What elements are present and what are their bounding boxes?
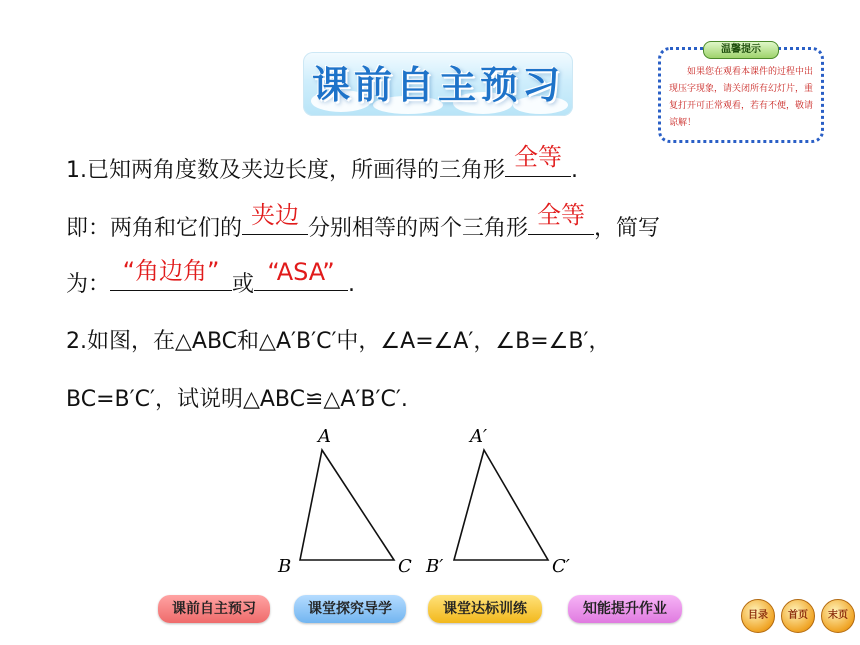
answer-text: 夹边 — [251, 201, 300, 229]
q1-line2: 即：两角和它们的 夹边 分别相等的两个三角形 全等 ，简写 — [66, 210, 660, 242]
last-page-button[interactable]: 末页 — [821, 599, 855, 633]
label-b-prime: B′ — [426, 556, 444, 577]
nav-preview-button[interactable]: 课前自主预习 — [158, 595, 270, 623]
triangle-abc — [300, 450, 394, 560]
q2-line1: 2.如图，在△ABC和△A′B′C′中，∠A=∠A′，∠B=∠B′， — [66, 329, 611, 354]
contents-button[interactable]: 目录 — [741, 599, 775, 633]
label-c-prime: C′ — [552, 556, 570, 577]
nav-homework-button[interactable]: 知能提升作业 — [568, 595, 682, 623]
nav-practice-button[interactable]: 课堂达标训练 — [428, 595, 542, 623]
q2-line2: BC=B′C′，试说明△ABC≌△A′B′C′. — [66, 387, 408, 412]
label-c: C — [398, 556, 412, 577]
answer-text: “角边角” — [122, 257, 220, 285]
answer-text: “ASA” — [267, 258, 335, 286]
answer-blank — [505, 143, 571, 177]
answer-blank — [110, 257, 232, 291]
first-page-button[interactable]: 首页 — [781, 599, 815, 633]
triangle-a-b-c-prime — [454, 450, 548, 560]
answer-blank — [254, 258, 348, 291]
triangles-figure — [270, 420, 590, 580]
nav-explore-button[interactable]: 课堂探究导学 — [294, 595, 406, 623]
q1-line3: 为： “角边角” 或 “ASA” . — [66, 266, 355, 298]
title-banner — [303, 52, 573, 116]
q1-line1: 1.已知两角度数及夹边长度，所画得的三角形 全等 . — [66, 152, 578, 184]
answer-text: 全等 — [537, 201, 586, 229]
tip-text: 如果您在观看本课件的过程中出现压字现象，请关闭所有幻灯片，重复打开可正常观看，若有不便，敬请谅解！ — [669, 67, 814, 128]
tip-box — [658, 44, 824, 143]
label-a-prime: A′ — [470, 426, 488, 447]
tip-badge: 温馨提示 — [703, 41, 779, 59]
label-b: B — [278, 556, 292, 577]
answer-blank — [242, 201, 308, 235]
label-a: A — [318, 426, 331, 447]
answer-text: 全等 — [514, 143, 562, 171]
answer-blank — [528, 201, 594, 235]
page-title: 课前自主预习 — [311, 63, 564, 107]
